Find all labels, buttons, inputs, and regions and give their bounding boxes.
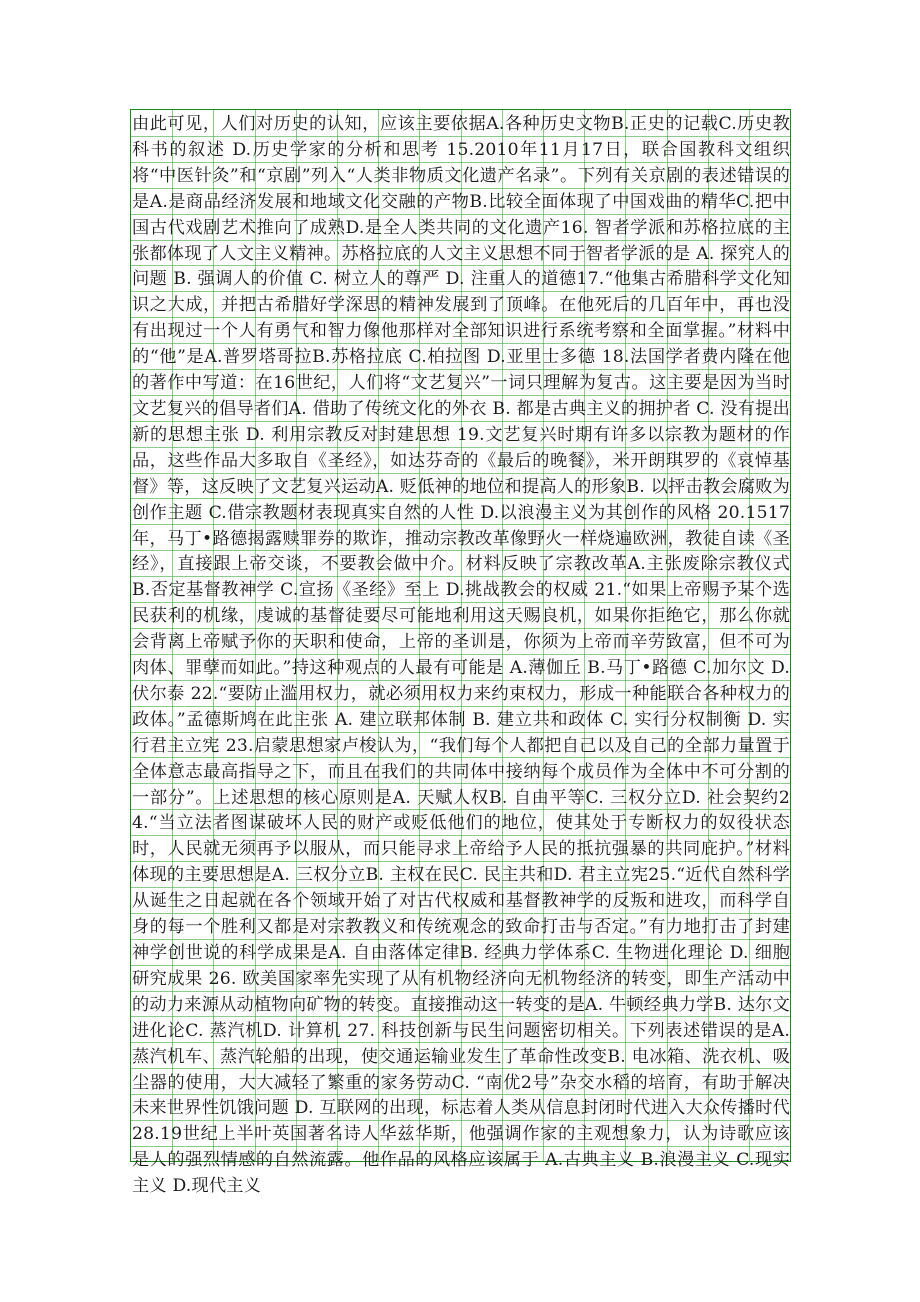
question-text-block [132, 112, 790, 1200]
body-text: 由此可见，人们对历史的认知，应该主要依据A.各种历史文物B.正史的记载C.历史教科书的叙述 D.历史学家的分析和思考 15.2010年11月17日，联合国教科文组织将“中医针灸”和“京剧”列入“人类非物质文化遗产名录”。下列有关京剧的表述错误的是A.是商品经济发展和地域文化交融的产物B.比较全面体现了中国戏曲的精华C.把中国古代戏剧艺术推向了成熟D.是全人类共同的文化遗产16. 智者学派和苏格拉底的主张都体现了人文主义精神。苏格拉底的人文主义思想不同于智者学派的是 A. 探究人的问题 B. 强调人的价值 C. 树立人的尊严 D. 注重人的道德17.“他集古希腊科学文化知识之大成，并把古希腊好学深思的精神发展到了顶峰。在他死后的几百年中，再也没有出现过一个人有勇气和智力像他那样对全部知识进行系统考察和全面掌握。”材料中的“他”是A.普罗塔哥拉B.苏格拉底 C.柏拉图 D.亚里士多德 18.法国学者费内隆在他的著作中写道：在16世纪，人们将“文艺复兴”一词只理解为复古。这主要是因为当时文艺复兴的倡导者们A. 借助了传统文化的外衣 B. 都是古典主义的拥护者 C. 没有提出新的思想主张 D. 利用宗教反对封建思想 19.文艺复兴时期有许多以宗教为题材的作品，这些作品大多取自《圣经》，如达芬奇的《最后的晚餐》，米开朗琪罗的《哀悼基督》等，这反映了文艺复兴运动A. 贬低神的地位和提高人的形象B. 以抨击教会腐败为创作主题 C.借宗教题材表现真实自然的人性 D.以浪漫主义为其创作的风格 20.1517年，马丁•路德揭露赎罪券的欺诈，推动宗教改革像野火一样烧遍欧洲，教徒自读《圣经》，直接跟上帝交谈，不要教会做中介。材料反映了宗教改革A.主张废除宗教仪式 B.否定基督教神学 C.宣扬《圣经》至上 D.挑战教会的权威 21.“如果上帝赐予某个选民获利的机缘，虔诚的基督徒要尽可能地利用这天赐良机，如果你拒绝它，那么你就会背离上帝赋予你的天职和使命，上帝的圣训是，你须为上帝而辛劳致富，但不可为肉体、罪孽而如此。”持这种观点的人最有可能是 A.薄伽丘 B.马丁•路德 C.加尔文 D.伏尔泰 22.“要防止滥用权力，就必须用权力来约束权力，形成一种能联合各种权力的政体。”孟德斯鸠在此主张 A. 建立联邦体制 B. 建立共和政体 C. 实行分权制衡 D. 实行君主立宪 23.启蒙思想家卢梭认为，“我们每个人都把自己以及自己的全部力量置于全体意志最高指导之下，而且在我们的共同体中接纳每个成员作为全体中不可分割的一部分”。上述思想的核心原则是A. 天赋人权B. 自由平等C. 三权分立D. 社会契约24.“当立法者图谋破坏人民的财产或贬低他们的地位，使其处于专断权力的奴役状态时，人民就无须再予以服从，而只能寻求上帝给予人民的抵抗强暴的共同庇护。”材料体现的主要思想是A. 三权分立B. 主权在民C. 民主共和D. 君主立宪25.“近代自然科学从诞生之日起就在各个领域开始了对古代权威和基督教神学的反叛和进攻，而科学自身的每一个胜利又都是对宗教教义和传统观念的致命打击与否定。”有力地打击了封建神学创世说的科学成果是A. 自由落体定律B. 经典力学体系C. 生物进化理论 D. 细胞研究成果 26. 欧美国家率先实现了从有机物经济向无机物经济的转变，即生产活动中的动力来源从动植物向矿物的转变。直接推动这一转变的是A. 牛顿经典力学B. 达尔文进化论C. 蒸汽机D. 计算机 27. 科技创新与民生问题密切相关。下列表述错误的是A. 蒸汽机车、蒸汽轮船的出现，使交通运输业发生了革命性改变B. 电冰箱、洗衣机、吸尘器的使用，大大减轻了繁重的家务劳动C. “南优2号”杂交水稻的培育，有助于解决未来世界性饥饿问题 D. 互联网的出现，标志着人类从信息封闭时代进入大众传播时代 28.19世纪上半叶英国著名诗人华兹华斯，他强调作家的主观想象力，认为诗歌应该是人的强烈情感的自然流露。他作品的风格应该属于 A.古典主义 B.浪漫主义 C.现实主义 D.现代主义 [132, 114, 790, 1197]
